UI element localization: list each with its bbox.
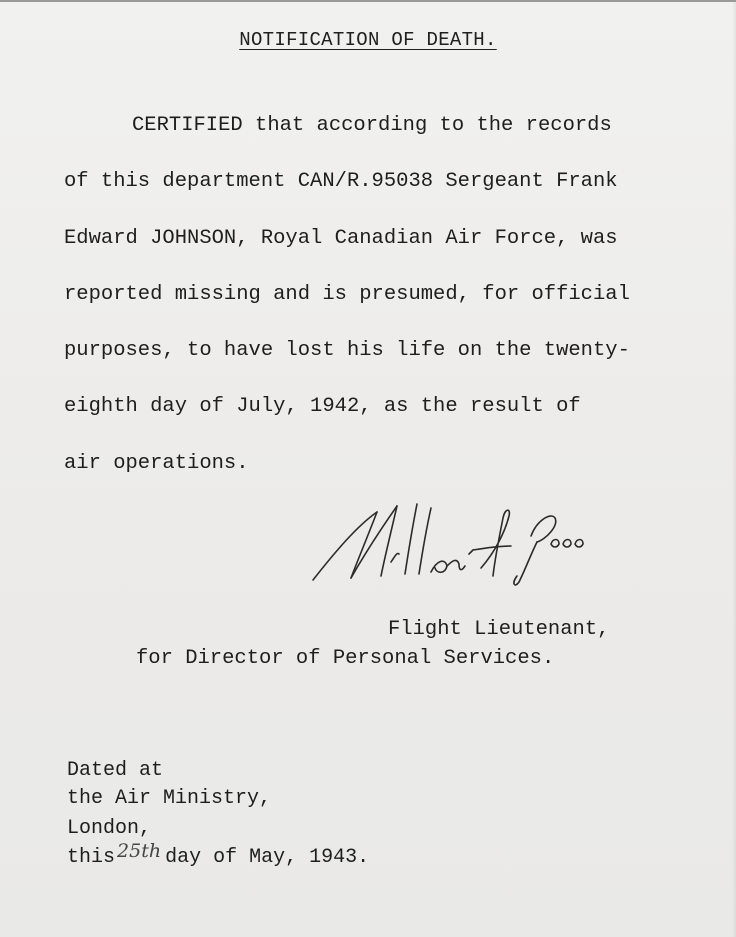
handwritten-signature <box>305 492 595 592</box>
dated-line-2: the Air Ministry, <box>67 787 272 810</box>
body-line-7: air operations. <box>64 452 249 475</box>
body-line-2: of this department CAN/R.95038 Sergeant Frank <box>64 170 618 193</box>
dated-line-1: Dated at <box>67 759 164 782</box>
dated-line-3: London, <box>67 817 152 840</box>
dated-line-4-suffix: day of May, 1943. <box>165 846 370 869</box>
dated-line-4-prefix: this <box>67 846 116 869</box>
signatory-on-behalf-of: for Director of Personal Services. <box>136 647 555 670</box>
document-title: NOTIFICATION OF DEATH. <box>239 29 497 51</box>
body-line-1: CERTIFIED that according to the records <box>132 114 612 137</box>
body-line-6: eighth day of July, 1942, as the result of <box>64 395 581 418</box>
handwritten-day: 25th <box>117 840 162 862</box>
body-line-4: reported missing and is presumed, for official <box>64 283 630 306</box>
body-line-3: Edward JOHNSON, Royal Canadian Air Force, was <box>64 227 618 250</box>
dated-line-4 <box>67 840 370 869</box>
signatory-rank: Flight Lieutenant, <box>388 618 610 641</box>
body-line-5: purposes, to have lost his life on the twenty- <box>64 339 630 362</box>
